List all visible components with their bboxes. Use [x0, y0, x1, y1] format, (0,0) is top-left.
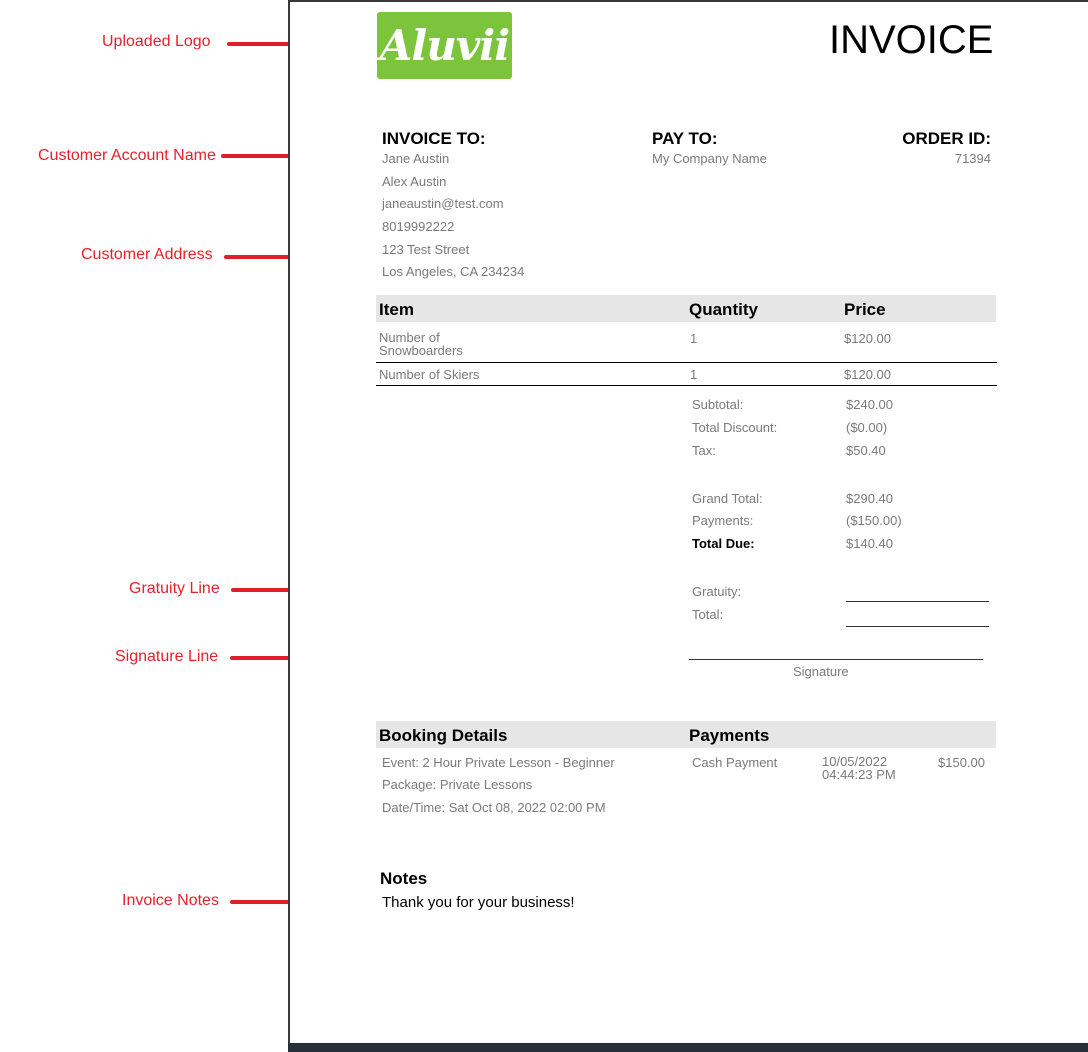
grand-total-value: $290.40: [846, 491, 893, 506]
annotation-invoice-notes: Invoice Notes: [122, 892, 219, 909]
booking-details-header: Booking Details: [379, 726, 508, 745]
invoice-title: INVOICE: [829, 18, 994, 62]
payments-header: Payments: [689, 726, 770, 745]
annotation-uploaded-logo: Uploaded Logo: [102, 33, 211, 50]
notes-header: Notes: [380, 869, 428, 888]
column-header-quantity: Quantity: [689, 300, 758, 319]
table-row-quantity: 1: [690, 331, 698, 346]
customer-email: janeaustin@test.com: [382, 196, 504, 211]
total-due-label: Total Due:: [692, 536, 755, 551]
booking-event: Event: 2 Hour Private Lesson - Beginner: [382, 755, 615, 770]
table-row-price: $120.00: [844, 367, 891, 382]
booking-package: Package: Private Lessons: [382, 777, 533, 792]
annotation-account-name: Customer Account Name: [38, 147, 216, 164]
tax-label: Tax:: [692, 443, 716, 458]
subtotal-value: $240.00: [846, 397, 893, 412]
total-due-value: $140.40: [846, 536, 893, 551]
booking-datetime: Date/Time: Sat Oct 08, 2022 02:00 PM: [382, 800, 606, 815]
customer-contact-name: Alex Austin: [382, 174, 447, 189]
items-table-header: [376, 295, 996, 322]
notes-text: Thank you for your business!: [382, 894, 575, 911]
table-row-item: Number of Snowboarders: [379, 330, 463, 358]
payment-amount: $150.00: [938, 755, 985, 770]
table-row-price: $120.00: [844, 331, 891, 346]
column-header-item: Item: [379, 300, 414, 319]
payments-value: ($150.00): [846, 513, 902, 528]
annotation-customer-address: Customer Address: [81, 246, 213, 263]
tip-total-label: Total:: [692, 607, 724, 622]
subtotal-label: Subtotal:: [692, 397, 744, 412]
customer-name: Jane Austin: [382, 151, 450, 166]
customer-phone: 8019992222: [382, 219, 455, 234]
order-id-label: ORDER ID:: [902, 129, 991, 148]
table-bottom-divider: [376, 385, 997, 386]
pay-to-label: PAY TO:: [652, 129, 718, 148]
discount-value: ($0.00): [846, 420, 888, 435]
gratuity-line: [846, 601, 989, 602]
invoice-to-label: INVOICE TO:: [382, 129, 486, 148]
gratuity-label: Gratuity:: [692, 584, 742, 599]
discount-label: Total Discount:: [692, 420, 778, 435]
tip-total-line: [846, 626, 989, 627]
grand-total-label: Grand Total:: [692, 491, 763, 506]
annotation-signature-line: Signature Line: [115, 648, 219, 665]
page-bottom-edge: [288, 1043, 1088, 1052]
table-row-divider: [376, 362, 997, 363]
payment-method: Cash Payment: [692, 755, 778, 770]
customer-city: Los Angeles, CA 234234: [382, 264, 525, 279]
payment-datetime: 10/05/2022 04:44:23 PM: [822, 754, 896, 782]
annotation-gratuity-line: Gratuity Line: [129, 580, 220, 597]
tax-value: $50.40: [846, 443, 886, 458]
pay-to-name: My Company Name: [652, 151, 767, 166]
customer-street: 123 Test Street: [382, 242, 470, 257]
table-row-item: Number of Skiers: [379, 367, 480, 382]
column-header-price: Price: [844, 300, 886, 319]
order-id-value: 71394: [954, 151, 991, 166]
company-logo: Aluvii: [377, 12, 512, 79]
signature-label: Signature: [793, 664, 849, 679]
table-row-quantity: 1: [690, 367, 698, 382]
payments-label: Payments:: [692, 513, 754, 528]
signature-line: [689, 659, 983, 660]
